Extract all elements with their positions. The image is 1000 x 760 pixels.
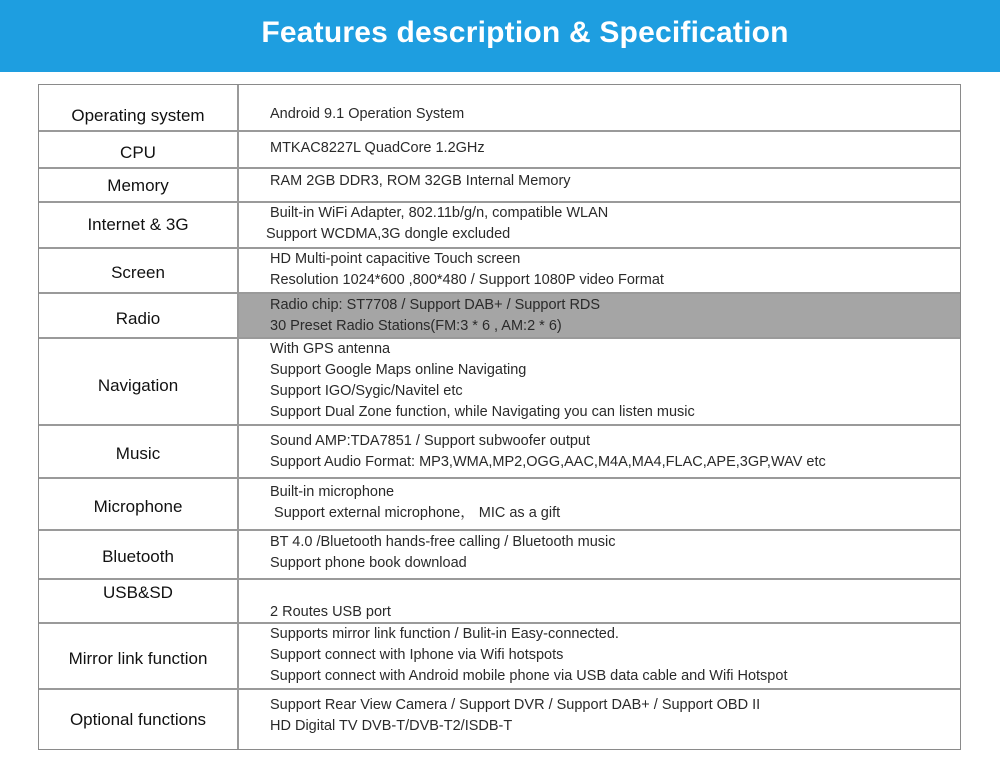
- spec-key: Radio: [39, 294, 239, 337]
- spec-value-line: MTKAC8227L QuadCore 1.2GHz: [270, 140, 485, 156]
- spec-value-line: Support connect with Iphone via Wifi hotspots: [270, 647, 564, 663]
- spec-key: Mirror link function: [39, 624, 239, 688]
- spec-row-music: [39, 426, 960, 479]
- spec-row-cpu: [39, 132, 960, 169]
- spec-value-line: With GPS antenna: [270, 341, 391, 357]
- spec-value-line: Radio chip: ST7708 / Support DAB+ / Support RDS: [270, 297, 601, 313]
- spec-key: Memory: [39, 169, 239, 201]
- spec-value-line: BT 4.0 /Bluetooth hands-free calling / Bluetooth music: [270, 534, 616, 550]
- spec-value-line: RAM 2GB DDR3, ROM 32GB Internal Memory: [270, 173, 571, 189]
- spec-row-usb-sd: [39, 580, 960, 624]
- spec-value-line: Android 9.1 Operation System: [270, 106, 465, 122]
- spec-row-microphone: [39, 479, 960, 531]
- spec-value-line: Support Audio Format: MP3,WMA,MP2,OGG,AAC,M4A,MA4,FLAC,APE,3GP,WAV etc: [270, 454, 826, 470]
- spec-value: [239, 580, 960, 622]
- spec-value-line: Support Google Maps online Navigating: [270, 362, 527, 378]
- spec-value: [239, 690, 960, 749]
- spec-value-line: 2 Routes USB port: [270, 604, 391, 620]
- spec-key: USB&SD: [39, 580, 239, 622]
- spec-value-line: 30 Preset Radio Stations(FM:3 * 6 , AM:2 * 6): [270, 318, 562, 334]
- spec-key: Navigation: [39, 339, 239, 424]
- spec-value: [239, 531, 960, 578]
- spec-value-line: HD Multi-point capacitive Touch screen: [270, 251, 521, 267]
- page-title: Features description & Specification: [261, 16, 789, 49]
- spec-row-optional: [39, 690, 960, 749]
- spec-value-line: Support IGO/Sygic/Navitel etc: [270, 383, 463, 399]
- spec-row-internet: [39, 203, 960, 249]
- spec-key: Optional functions: [39, 690, 239, 749]
- spec-value-line: Built-in microphone: [270, 484, 395, 500]
- spec-key: Microphone: [39, 479, 239, 529]
- spec-value: [239, 85, 960, 130]
- header-banner: [0, 0, 1000, 72]
- spec-value: [239, 624, 960, 688]
- spec-row-radio: [39, 294, 960, 339]
- spec-value-line: HD Digital TV DVB-T/DVB-T2/ISDB-T: [270, 718, 513, 734]
- spec-value: [239, 339, 960, 424]
- spec-value: [239, 132, 960, 167]
- spec-value: [239, 479, 960, 529]
- spec-row-screen: [39, 249, 960, 294]
- spec-value-line: Support Dual Zone function, while Navigating you can listen music: [270, 404, 695, 420]
- spec-key: Music: [39, 426, 239, 477]
- spec-table: [38, 84, 961, 750]
- spec-value-line: Support WCDMA,3G dongle excluded: [266, 226, 511, 242]
- spec-key: Screen: [39, 249, 239, 292]
- spec-row-memory: [39, 169, 960, 203]
- spec-row-mirror-link: [39, 624, 960, 690]
- spec-row-operating-system: [39, 85, 960, 132]
- spec-value-line: Support phone book download: [270, 555, 467, 571]
- spec-value: [239, 294, 960, 337]
- spec-value-line: Sound AMP:TDA7851 / Support subwoofer output: [270, 433, 591, 449]
- spec-value-line: Support Rear View Camera / Support DVR / Support DAB+ / Support OBD II: [270, 697, 761, 713]
- spec-key: CPU: [39, 132, 239, 167]
- spec-value-line: Support external microphone， MIC as a gift: [270, 505, 561, 521]
- spec-row-bluetooth: [39, 531, 960, 580]
- spec-value: [239, 169, 960, 201]
- spec-value: [239, 426, 960, 477]
- spec-value: [239, 203, 960, 247]
- spec-value: [239, 249, 960, 292]
- spec-value-line: Supports mirror link function / Bulit-in Easy-connected.: [270, 626, 619, 642]
- spec-value-line: Resolution 1024*600 ,800*480 / Support 1080P video Format: [270, 272, 664, 288]
- spec-key: Operating system: [39, 85, 239, 130]
- spec-row-navigation: [39, 339, 960, 426]
- spec-key: Bluetooth: [39, 531, 239, 578]
- spec-value-line: Built-in WiFi Adapter, 802.11b/g/n, compatible WLAN: [270, 205, 609, 221]
- spec-value-line: Support connect with Android mobile phone via USB data cable and Wifi Hotspot: [270, 668, 788, 684]
- spec-key: Internet & 3G: [39, 203, 239, 247]
